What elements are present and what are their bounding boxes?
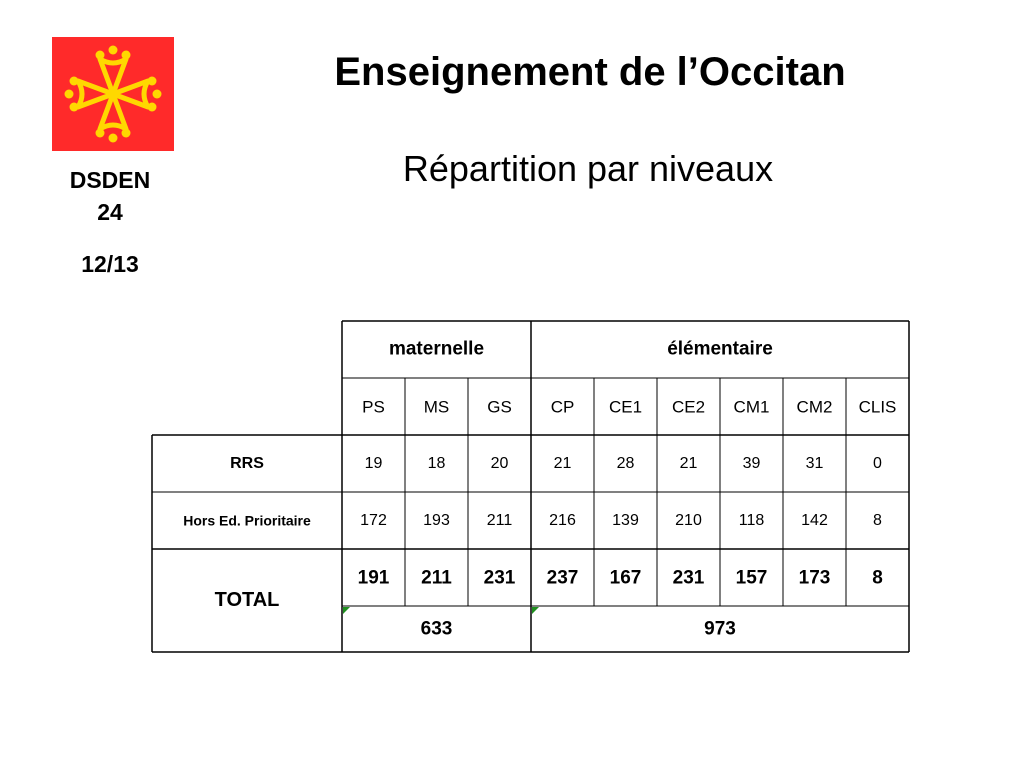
level-header: CM2: [796, 397, 833, 417]
table-cell: 139: [612, 512, 639, 529]
total-cell: 211: [421, 567, 452, 589]
table-cell: 216: [549, 512, 576, 529]
table-cell: 193: [423, 512, 450, 529]
table-cell: 8: [873, 512, 882, 529]
level-header: GS: [487, 397, 512, 417]
table-cell: 39: [742, 455, 761, 472]
table-cell: 142: [801, 512, 828, 529]
total-cell: 167: [609, 567, 642, 589]
table-cell: 0: [873, 455, 882, 472]
group-header-maternelle: maternelle: [388, 338, 485, 360]
table-cell: 21: [679, 455, 698, 472]
total-label: TOTAL: [214, 589, 280, 611]
level-header: CM1: [733, 397, 770, 417]
page-title: Enseignement de l’Occitan: [334, 50, 846, 94]
dsden-label: DSDEN: [69, 167, 151, 193]
table-cell: 28: [616, 455, 635, 472]
group-header-elementaire: élémentaire: [667, 338, 773, 360]
table-cell: 21: [553, 455, 572, 472]
total-cell: 157: [735, 567, 768, 589]
table-cell: 172: [360, 512, 387, 529]
total-cell: 231: [483, 567, 516, 589]
formula-marker: [343, 607, 350, 614]
row-label: RRS: [230, 455, 264, 472]
table-cell: 18: [427, 455, 446, 472]
level-header: CE2: [671, 397, 706, 417]
department-number: 24: [97, 199, 123, 225]
total-cell: 173: [798, 567, 831, 589]
level-header: CE1: [608, 397, 643, 417]
level-header: CLIS: [858, 397, 897, 417]
level-header: PS: [362, 397, 385, 417]
table-cell: 20: [490, 455, 509, 472]
total-cell: 8: [872, 567, 883, 589]
page-subtitle: Répartition par niveaux: [402, 148, 774, 189]
level-header: CP: [550, 397, 575, 417]
table-cell: 19: [364, 455, 383, 472]
group-total-elementaire: 973: [704, 618, 736, 640]
table-cell: 31: [805, 455, 824, 472]
table-cell: 118: [738, 512, 765, 529]
table-cell: 210: [675, 512, 702, 529]
total-cell: 231: [672, 567, 705, 589]
row-label: Hors Ed. Prioritaire: [183, 512, 311, 529]
school-year: 12/13: [81, 251, 139, 277]
total-cell: 237: [546, 567, 579, 589]
formula-marker: [532, 607, 539, 614]
total-cell: 191: [357, 567, 390, 589]
group-total-maternelle: 633: [420, 618, 453, 640]
level-header: MS: [423, 397, 450, 417]
table-cell: 211: [486, 512, 513, 529]
